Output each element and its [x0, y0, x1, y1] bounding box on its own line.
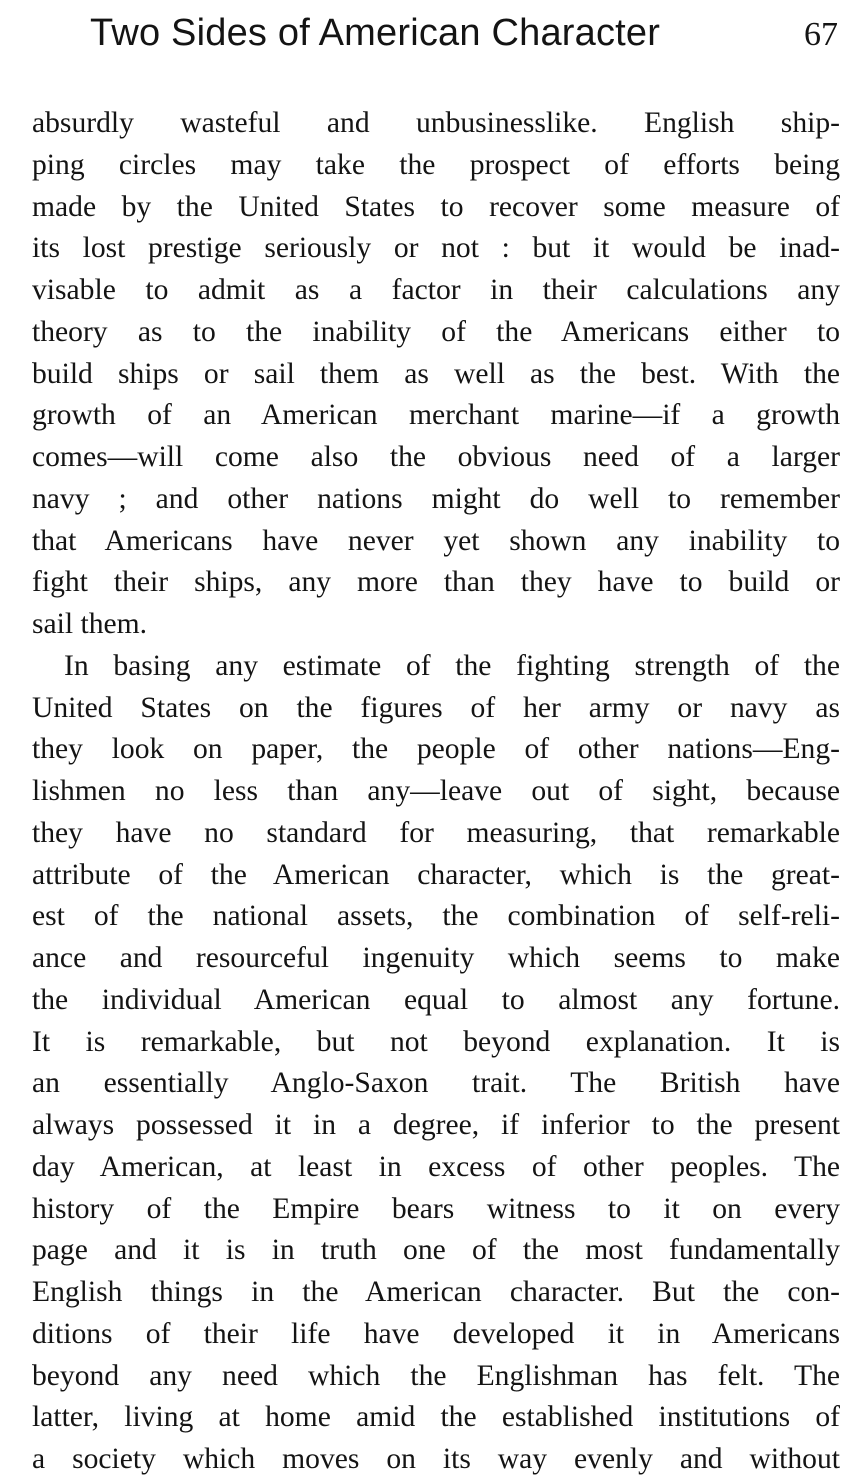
text-line: ping circles may take the prospect of efforts being — [32, 148, 840, 181]
text-line: growth of an American merchant marine—if a growth — [32, 399, 840, 432]
text-line: United States on the figures of her army or navy as — [32, 691, 840, 724]
text-line: page and it is in truth one of the most fundamentally — [32, 1234, 840, 1267]
page-number: 67 — [804, 16, 838, 53]
paragraph-end-line: sail them. — [32, 608, 148, 640]
text-line: history of the Empire bears witness to it on every — [32, 1192, 840, 1225]
text-line: comes—will come also the obvious need of a larger — [32, 441, 840, 473]
text-line: its lost prestige seriously or not : but it would be inad- — [32, 232, 840, 265]
paragraph-first-line: In basing any estimate of the fighting strength of the — [64, 649, 840, 682]
text-line: day American, at least in excess of other peoples. The — [32, 1150, 840, 1183]
text-line: made by the United States to recover some measure of — [32, 190, 840, 223]
text-line: English things in the American character. But the con- — [32, 1276, 840, 1308]
text-line: fight their ships, any more than they have to build or — [32, 566, 840, 599]
text-line: ance and resourceful ingenuity which seems to make — [32, 942, 840, 974]
text-line: beyond any need which the Englishman has felt. The — [32, 1359, 840, 1392]
text-line: absurdly wasteful and unbusinesslike. English ship- — [32, 107, 840, 139]
text-line: build ships or sail them as well as the best. With the — [32, 357, 840, 390]
text-line: navy ; and other nations might do well to remember — [32, 482, 840, 515]
text-line: theory as to the inability of the Americans either to — [32, 315, 840, 348]
text-line: that Americans have never yet shown any inability to — [32, 524, 840, 557]
text-line: lishmen no less than any—leave out of sight, because — [32, 775, 840, 807]
body-text — [32, 103, 840, 1481]
text-line: an essentially Anglo-Saxon trait. The British have — [32, 1067, 840, 1100]
text-line: It is remarkable, but not beyond explanation. It is — [32, 1025, 840, 1058]
text-line: always possessed it in a degree, if inferior to the present — [32, 1109, 840, 1141]
running-head — [90, 12, 838, 66]
text-line: the individual American equal to almost any fortune. — [32, 983, 840, 1016]
text-line: latter, living at home amid the established institutions of — [32, 1401, 840, 1434]
text-line: attribute of the American character, which is the great- — [32, 858, 840, 891]
text-line: ditions of their life have developed it in Americans — [32, 1317, 840, 1350]
running-title: Two Sides of American Character — [90, 12, 661, 54]
text-line: they look on paper, the people of other nations—Eng- — [32, 733, 840, 766]
text-line: visable to admit as a factor in their calculations any — [32, 274, 840, 306]
text-line: est of the national assets, the combination of self-reli- — [32, 900, 840, 933]
text-line: a society which moves on its way evenly and without — [32, 1443, 840, 1475]
text-line: they have no standard for measuring, that remarkable — [32, 816, 840, 849]
